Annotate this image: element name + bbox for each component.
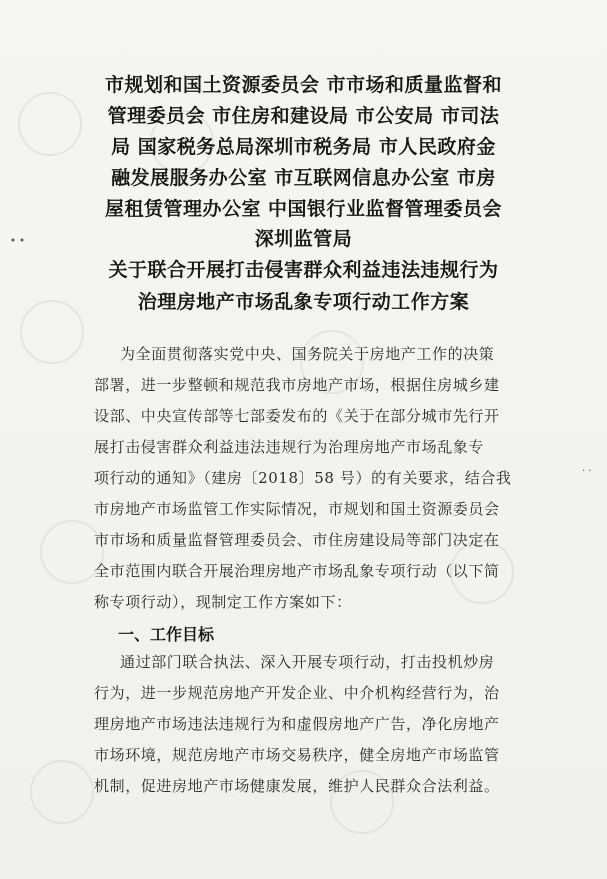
section-line: 行为，进一步规范房地产开发企业、中介机构经营行为，治 — [94, 684, 500, 702]
title-line-1: 关于联合开展打击侵害群众利益违法违规行为 — [108, 259, 499, 281]
intro-line: 展打击侵害群众利益违法违规行为治理房地产市场乱象专 — [94, 438, 485, 456]
section-line: 通过部门联合执法、深入开展专项行动，打击投机炒房 — [120, 653, 495, 671]
intro-line: 部署，进一步整顿和规范我市房地产市场，根据住房城乡建 — [94, 376, 500, 394]
heading-line-3: 局 国家税务总局深圳市税务局 市人民政府金 — [111, 136, 496, 158]
watermark-circle — [30, 760, 94, 824]
title-line-2: 治理房地产市场乱象专项行动工作方案 — [137, 291, 470, 313]
heading-line-1: 市规划和国土资源委员会 市市场和质量监督和 — [104, 74, 503, 96]
margin-mark: • • — [10, 236, 25, 247]
intro-line: 为全面贯彻落实党中央、国务院关于房地产工作的决策 — [120, 345, 495, 363]
heading-line-6: 深圳监管局 — [254, 228, 353, 250]
intro-line: 市房地产市场监管工作实际情况，市规划和国土资源委员会 — [94, 500, 500, 518]
heading-line-5: 屋租赁管理办公室 中国银行业监督管理委员会 — [104, 198, 503, 220]
intro-line: 设部、中央宣传部等七部委发布的《关于在部分城市先行开 — [94, 407, 500, 425]
section-line: 机制，促进房地产市场健康发展，维护人民群众合法利益。 — [94, 777, 500, 795]
section-line: 理房地产市场违法违规行为和虚假房地产广告，净化房地产 — [94, 715, 500, 733]
intro-line: 项行动的通知》（建房〔2018〕58 号）的有关要求，结合我 — [94, 469, 512, 487]
intro-line: 全市范围内联合开展治理房地产市场乱象专项行动（以下简 — [94, 562, 500, 580]
intro-line: 市市场和质量监督管理委员会、市住房建设局等部门决定在 — [94, 531, 500, 549]
heading-line-4: 融发展服务办公室 市互联网信息办公室 市房 — [111, 167, 496, 189]
intro-line: 称专项行动），现制定工作方案如下： — [94, 593, 352, 611]
section-title: 一、工作目标 — [118, 625, 215, 644]
section-line: 市场环境，规范房地产市场交易秩序，健全房地产市场监管 — [94, 746, 500, 764]
heading-line-2: 管理委员会 市住房和建设局 市公安局 市司法 — [107, 105, 500, 127]
margin-mark: · · — [582, 466, 592, 477]
